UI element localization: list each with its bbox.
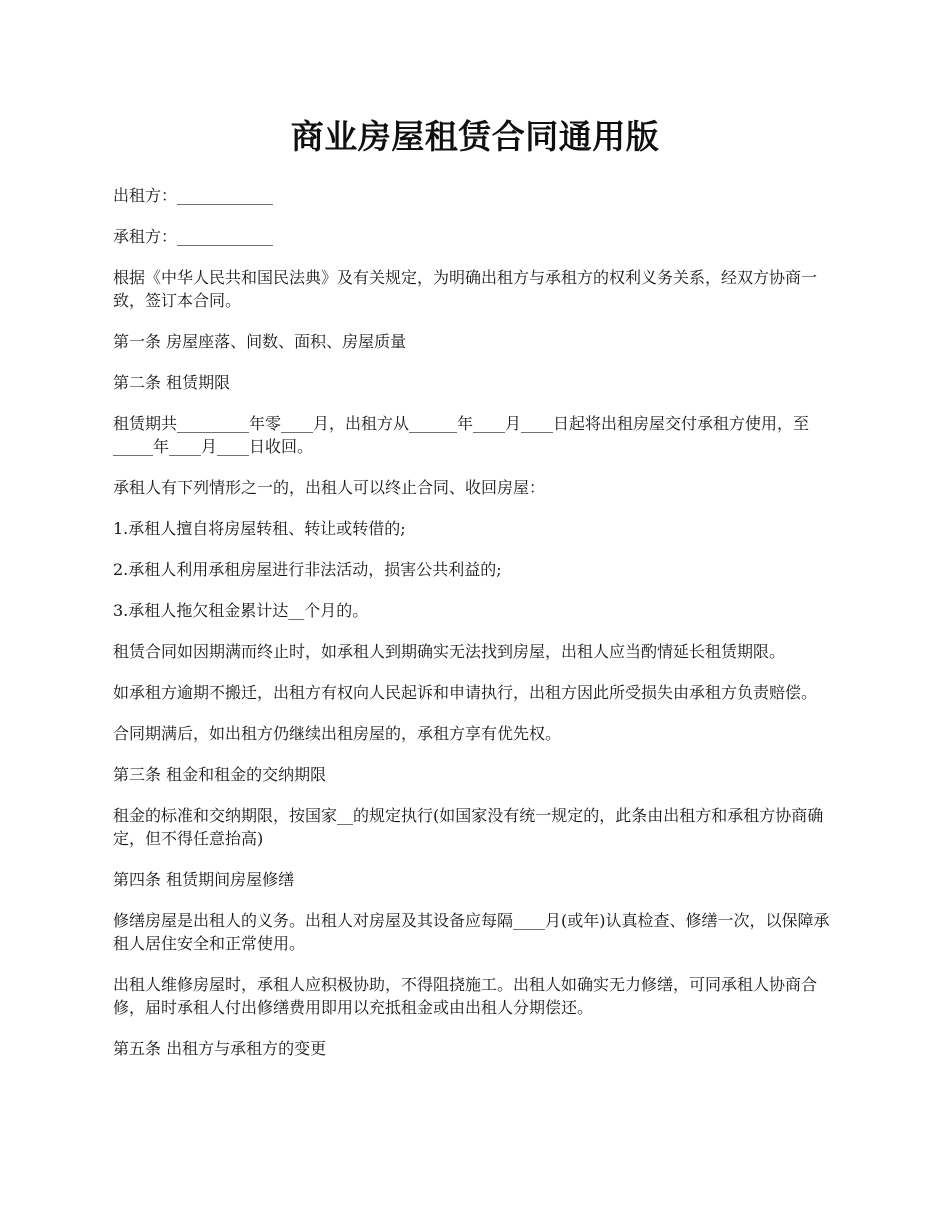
lessor-line: 出租方：____________: [113, 186, 274, 205]
lessee-line: 承租方：____________: [113, 227, 274, 246]
overdue-move-paragraph: 如承租方逾期不搬迁，出租方有权向人民起诉和申请执行，出租方因此所受损失由承租方负责赔偿。: [113, 683, 818, 702]
termination-item-1: 1.承租人擅自将房屋转租、转让或转借的;: [113, 519, 406, 538]
article-2-heading: 第二条 租赁期限: [113, 373, 231, 392]
repair-cooperation-paragraph: 出租人维修房屋时，承租人应积极协助，不得阻挠施工。出租人如确实无力修缮，可同承租人协商合修，届时承租人付出修缮费用即用以充抵租金或由出租人分期偿还。: [113, 975, 818, 1017]
repair-duty-paragraph: 修缮房屋是出租人的义务。出租人对房屋及其设备应每隔____月(或年)认真检查、修缮一次，以保障承租人居住安全和正常使用。: [113, 911, 830, 953]
article-5-heading: 第五条 出租方与承租方的变更: [113, 1039, 327, 1058]
article-3-heading: 第三条 租金和租金的交纳期限: [113, 765, 327, 784]
termination-item-3: 3.承租人拖欠租金累计达__个月的。: [113, 601, 369, 620]
termination-intro-paragraph: 承租人有下列情形之一的，出租人可以终止合同、收回房屋：: [113, 478, 546, 497]
termination-item-2: 2.承租人利用承租房屋进行非法活动，损害公共利益的;: [113, 560, 502, 579]
preamble-paragraph: 根据《中华人民共和国民法典》及有关规定，为明确出租方与承租方的权利义务关系，经双方协商一致，签订本合同。: [113, 268, 818, 310]
rent-standard-paragraph: 租金的标准和交纳期限，按国家__的规定执行(如国家没有统一规定的，此条由出租方和承租方协商确定，但不得任意抬高): [113, 806, 824, 848]
article-4-heading: 第四条 租赁期间房屋修缮: [113, 870, 295, 889]
extension-paragraph: 租赁合同如因期满而终止时，如承租人到期确实无法找到房屋，出租人应当酌情延长租赁期限。: [113, 642, 786, 661]
priority-paragraph: 合同期满后，如出租方仍继续出租房屋的，承租方享有优先权。: [113, 724, 562, 743]
document-title: 商业房屋租赁合同通用版: [290, 117, 660, 156]
article-1-heading: 第一条 房屋座落、间数、面积、房屋质量: [113, 332, 407, 351]
lease-term-paragraph: 租赁期共_________年零____月，出租方从______年____月____日起将出租房屋交付承租方使用，至_____年____月____日收回。: [113, 414, 810, 456]
